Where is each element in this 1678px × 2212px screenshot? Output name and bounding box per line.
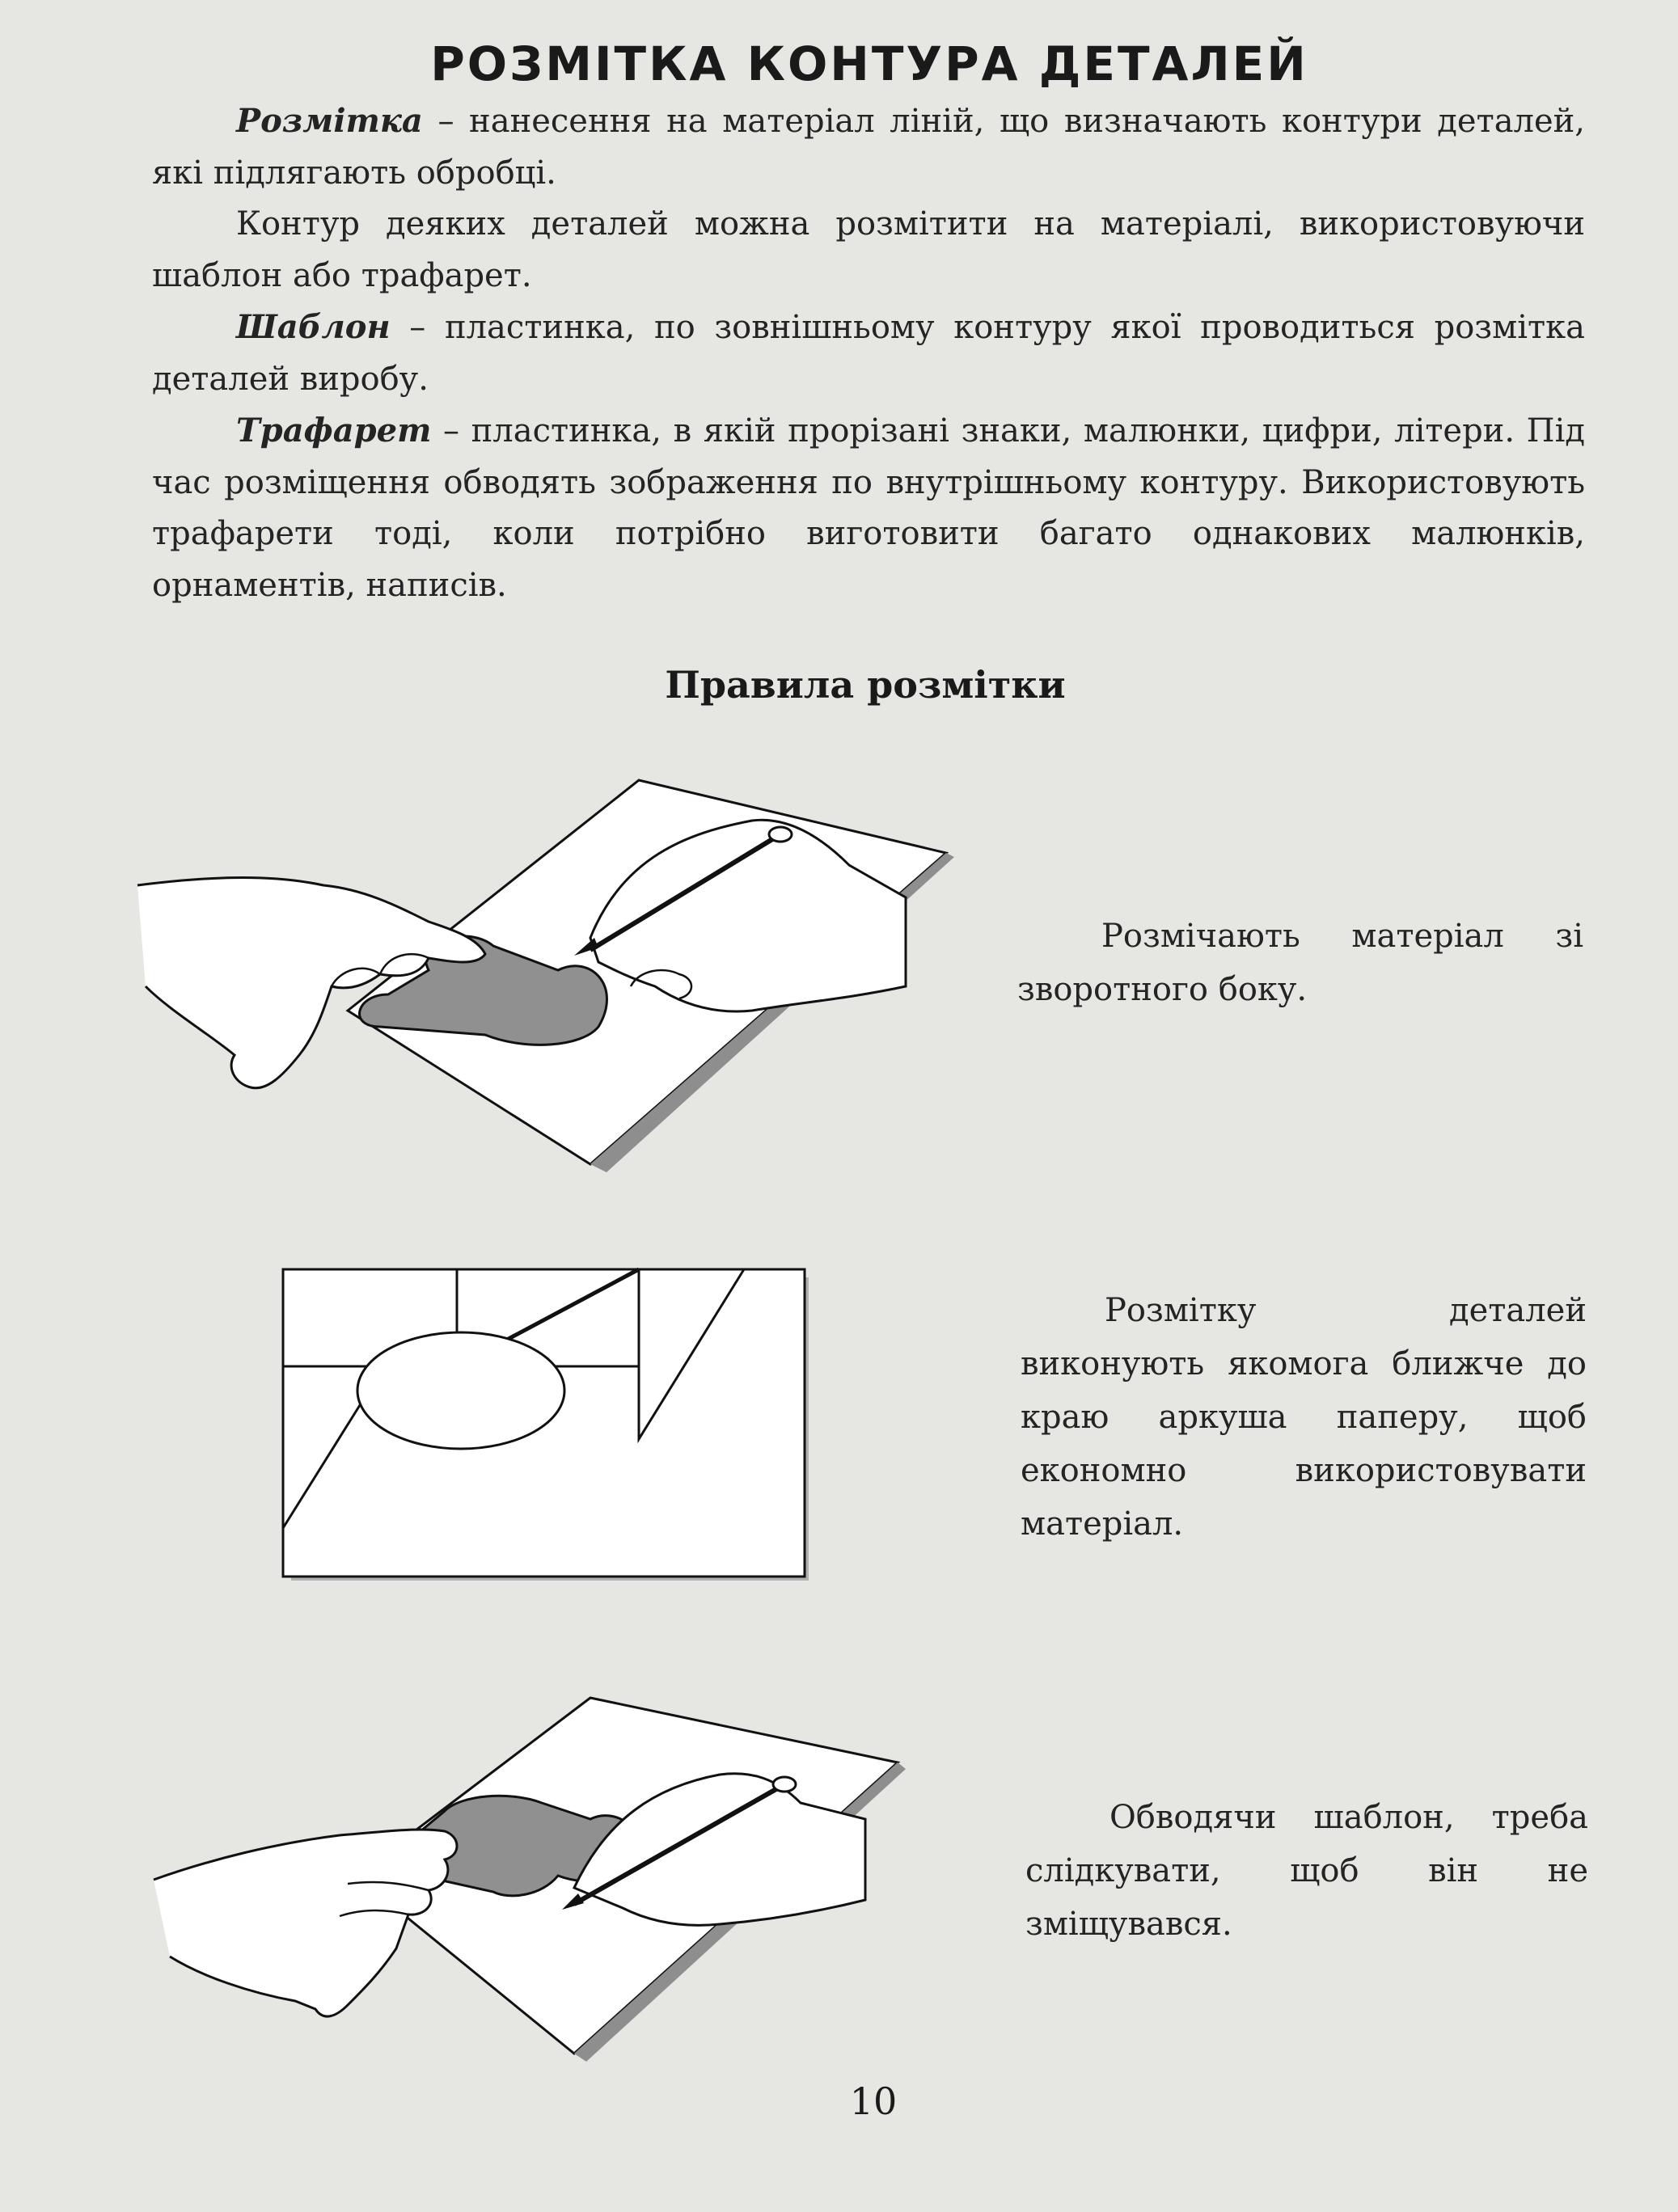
- term: Шаблон: [236, 308, 391, 346]
- sheet-layout-illustration: [283, 1269, 817, 1585]
- definition-stencil: Трафарет – пластинка, в якій прорізані знаки, малюнки, цифри, літери. Під час розміщення обводять зображення по внутрішньому контуру. Використовують трафарети тоді, коли потрібно виготовити багато однакових малюнків, орнаментів, написів.: [152, 412, 1585, 604]
- page-title: РОЗМІТКА КОНТУРА ДЕТАЛЕЙ: [430, 36, 1308, 91]
- intro-text: [152, 95, 1585, 611]
- hands-holding-template-illustration: [154, 1698, 922, 2070]
- rule-3: Обводячи шаблон, треба слідкувати, щоб він не зміщувався.: [1025, 1799, 1588, 1943]
- rule-2: Розмітку деталей виконують якомога ближче до краю аркуша паперу, щоб економно використовувати матеріал.: [1021, 1292, 1587, 1543]
- section-subtitle: Правила розмітки: [665, 663, 1066, 707]
- term: Розмітка: [236, 102, 423, 140]
- page-number: 10: [849, 2079, 898, 2123]
- paragraph-template-usage: Контур деяких деталей можна розмітити на матеріалі, використовуючи шаблон або трафарет.: [152, 205, 1585, 294]
- term: Трафарет: [236, 412, 432, 450]
- definition-marking: Розмітка – нанесення на матеріал ліній, що визначають контури деталей, які підлягають обробці.: [152, 102, 1585, 192]
- hands-template-back-side-illustration: [137, 768, 962, 1172]
- rule-1: Розмічають матеріал зі зворотного боку.: [1017, 918, 1583, 1008]
- definition-template: Шаблон – пластинка, по зовнішньому контуру якої проводиться розмітка деталей виробу.: [152, 308, 1585, 398]
